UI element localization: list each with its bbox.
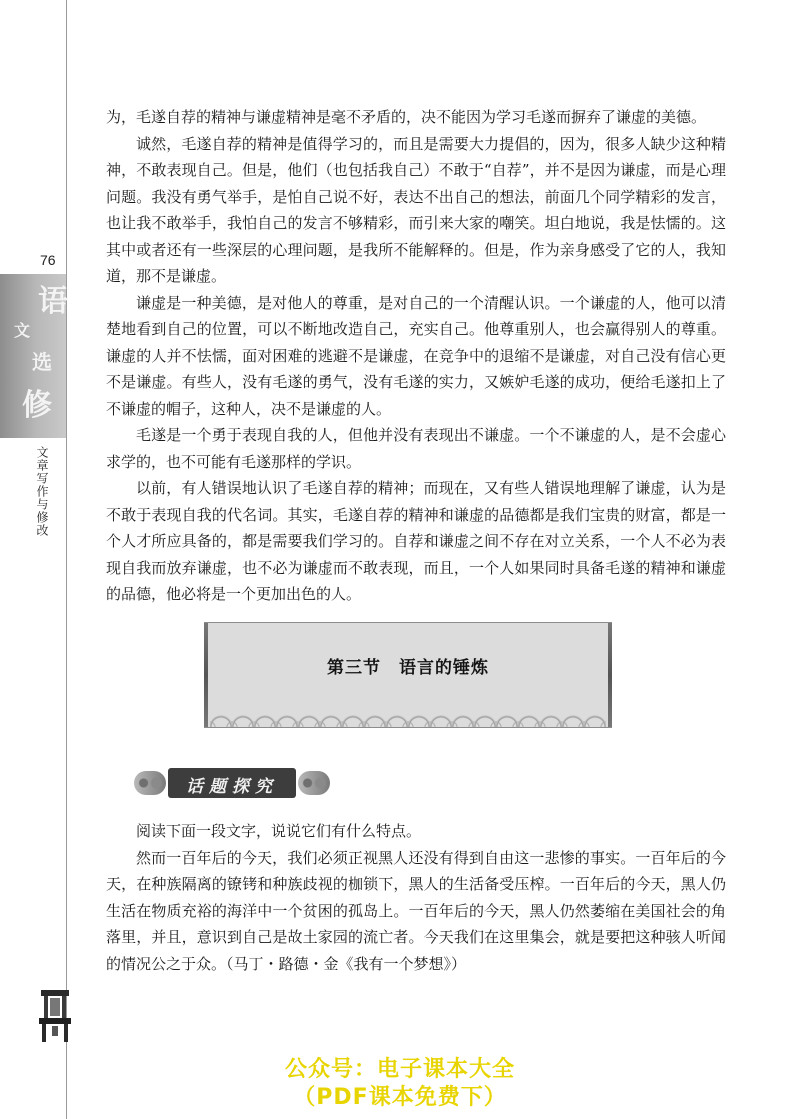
paragraph: 毛遂是一个勇于表现自我的人，但他并没有表现出不谦虚。一个不谦虚的人，是不会虚心求学的，也不可能有毛遂那样的学识。 xyxy=(106,426,726,471)
side-tab-char-2: 文 xyxy=(14,321,31,340)
page-number: 76 xyxy=(40,252,56,268)
side-tab xyxy=(0,274,66,438)
reading-text xyxy=(106,818,726,977)
section-banner xyxy=(204,622,612,728)
footer-promo-line-1: 公众号：电子课本大全 xyxy=(284,1057,515,1082)
chair-icon xyxy=(38,988,72,1044)
topic-label-text: 话题探究 xyxy=(186,777,278,797)
side-tab-char-1: 语 xyxy=(38,284,68,319)
side-tab-char-4: 修 xyxy=(22,388,52,423)
side-tab-char-3: 选 xyxy=(32,350,52,374)
paragraph: 阅读下面一段文字，说说它们有什么特点。 xyxy=(136,822,422,840)
paragraph: 谦虚是一种美德，是对他人的尊重，是对自己的一个清醒认识。一个谦虚的人，他可以清楚地看到自己的位置，可以不断地改造自己，充实自己。他尊重别人，也会赢得别人的尊重。谦虚的人并不怯懦，面对困难的逃避不是谦虚，在竞争中的退缩不是谦虚，对自己没有信心更不是谦虚。有些人，没有毛遂的勇气，没有毛遂的实力，又嫉妒毛遂的成功，便给毛遂扣上了不谦虚的帽子，这种人，决不是谦虚的人。 xyxy=(106,293,726,418)
section-title: 第三节 语言的锤炼 xyxy=(327,658,489,678)
paragraph: 然而一百年后的今天，我们必须正视黑人还没有得到自由这一悲惨的事实。一百年后的今天，在种族隔离的镣铐和种族歧视的枷锁下，黑人的生活备受压榨。一百年后的今天，黑人仍生活在物质充裕的海洋中一个贫困的孤岛上。一百年后的今天，黑人仍然萎缩在美国社会的角落里，并且，意识到自己是故土家园的流亡者。今天我们在这里集会，就是要把这种骇人听闻的情况公之于众。（马丁・路德・金《我有一个梦想》） xyxy=(106,848,726,973)
essay-text xyxy=(106,104,726,608)
paragraph: 为，毛遂自荐的精神与谦虚精神是毫不矛盾的，决不能因为学习毛遂而摒弃了谦虚的美德。 xyxy=(106,108,707,126)
footer-promo-line-2: （PDF课本免费下） xyxy=(293,1085,507,1110)
ornament-left-icon xyxy=(134,771,166,795)
paragraph: 以前，有人错误地认识了毛遂自荐的精神；而现在，又有些人错误地理解了谦虚，认为是不敢于表现自我的代名词。其实，毛遂自荐的精神和谦虚的品德都是我们宝贵的财富，都是一个人才所应具备的，都是需要我们学习的。自荐和谦虚之间不存在对立关系，一个人不必为表现自我而放弃谦虚，也不必为谦虚而不敢表现，而且，一个人如果同时具备毛遂的精神和谦虚的品德，他必将是一个更加出色的人。 xyxy=(106,479,726,603)
topic-label xyxy=(134,766,330,802)
ornament-right-icon xyxy=(298,771,330,795)
paragraph: 诚然，毛遂自荐的精神是值得学习的，而且是需要大力提倡的，因为，很多人缺少这种精神，不敢表现自己。但是，他们（也包括我自己）不敢于“自荐”，并不是因为谦虚，而是心理问题。我没有勇气举手，是怕自己说不好，表达不出自己的想法，前面几个同学精彩的发言，也让我不敢举手，我怕自己的发言不够精彩，而引来大家的嘲笑。坦白地说，我是怯懦的。这其中或者还有一些深层的心理问题，是我所不能解释的。但是，作为亲身感受了它的人，我知道，那不是谦虚。 xyxy=(106,134,726,285)
chapter-side-label: 文章写作与修改 xyxy=(35,446,49,537)
margin-rule xyxy=(66,0,67,1119)
banner-wave-pattern xyxy=(210,703,606,727)
